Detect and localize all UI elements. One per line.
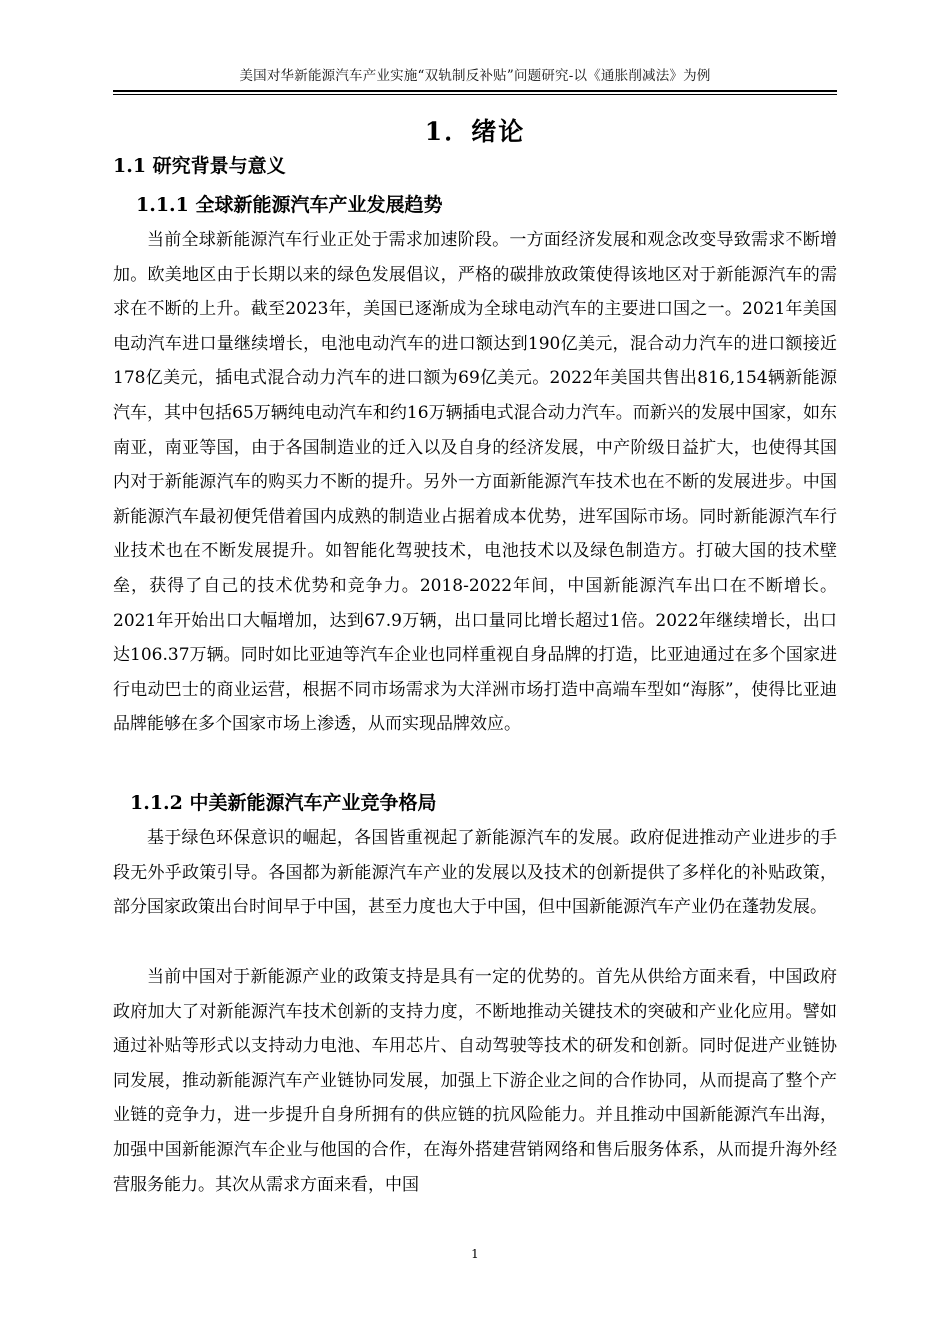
paragraph-competition-intro: 基于绿色环保意识的崛起，各国皆重视起了新能源汽车的发展。政府促进推动产业进步的手段无外乎政策引导。各国都为新能源汽车产业的发展以及技术的创新提供了多样化的补贴政策，部分国家政策出台时间早于中国，甚至力度也大于中国，但中国新能源汽车产业仍在蓬勃发展。 (113, 828, 837, 918)
header-rule-thick (113, 90, 837, 92)
subsection-heading-global-trends: 1.1.1 全球新能源汽车产业发展趋势 (136, 194, 443, 216)
subsection-heading-competition: 1.1.2 中美新能源汽车产业竞争格局 (130, 792, 437, 814)
paragraph-china-policy: 当前中国对于新能源产业的政策支持是具有一定的优势的。首先从供给方面来看，中国政府政府加大了对新能源汽车技术创新的支持力度，不断地推动关键技术的突破和产业化应用。譬如通过补贴等形式以支持动力电池、车用芯片、自动驾驶等技术的研发和创新。同时促进产业链协同发展，推动新能源汽车产业链协同发展，加强上下游企业之间的合作协同，从而提高了整个产业链的竞争力，进一步提升自身所拥有的供应链的抗风险能力。并且推动中国新能源汽车出海，加强中国新能源汽车企业与他国的合作，在海外搭建营销网络和售后服务体系，从而提升海外经营服务能力。其次从需求方面来看，中国 (113, 967, 837, 1195)
section-heading: 1.1 研究背景与意义 (113, 155, 286, 177)
running-header: 美国对华新能源汽车产业实施“双轨制反补贴”问题研究-以《通胀削减法》为例 (239, 68, 711, 84)
page-number: 1 (471, 1247, 479, 1261)
paragraph-global-trends: 当前全球新能源汽车行业正处于需求加速阶段。一方面经济发展和观念改变导致需求不断增加。欧美地区由于长期以来的绿色发展倡议，严格的碳排放政策使得该地区对于新能源汽车的需求在不断的上升。截至2023年，美国已逐渐成为全球电动汽车的主要进口国之一。2021年美国电动汽车进口量继续增长，电池电动汽车的进口额达到190亿美元，混合动力汽车的进口额接近178亿美元，插电式混合动力汽车的进口额为69亿美元。2022年美国共售出816,154辆新能源汽车，其中包括65万辆纯电动汽车和约16万辆插电式混合动力汽车。而新兴的发展中国家，如东南亚，南亚等国，由于各国制造业的迁入以及自身的经济发展，中产阶级日益扩大，也使得其国内对于新能源汽车的购买力不断的提升。另外一方面新能源汽车技术也在不断的发展进步。中国新能源汽车最初便凭借着国内成熟的制造业占据着成本优势，进军国际市场。同时新能源汽车行业技术也在不断发展提升。如智能化驾驶技术，电池技术以及绿色制造方。打破大国的技术壁垒，获得了自己的技术优势和竞争力。2018-2022年间，中国新能源汽车出口在不断增长。2021年开始出口大幅增加，达到67.9万辆，出口量同比增长超过1倍。2022年继续增长，出口达106.37万辆。同时如比亚迪等汽车企业也同样重视自身品牌的打造，比亚迪通过在多个国家进行电动巴士的商业运营，根据不同市场需求为大洋洲市场打造中高端车型如“海豚”，使得比亚迪品牌能够在多个国家市场上渗透，从而实现品牌效应。 (113, 230, 837, 735)
header-rule-thin (113, 94, 837, 95)
chapter-title: 1．绪论 (424, 117, 526, 146)
